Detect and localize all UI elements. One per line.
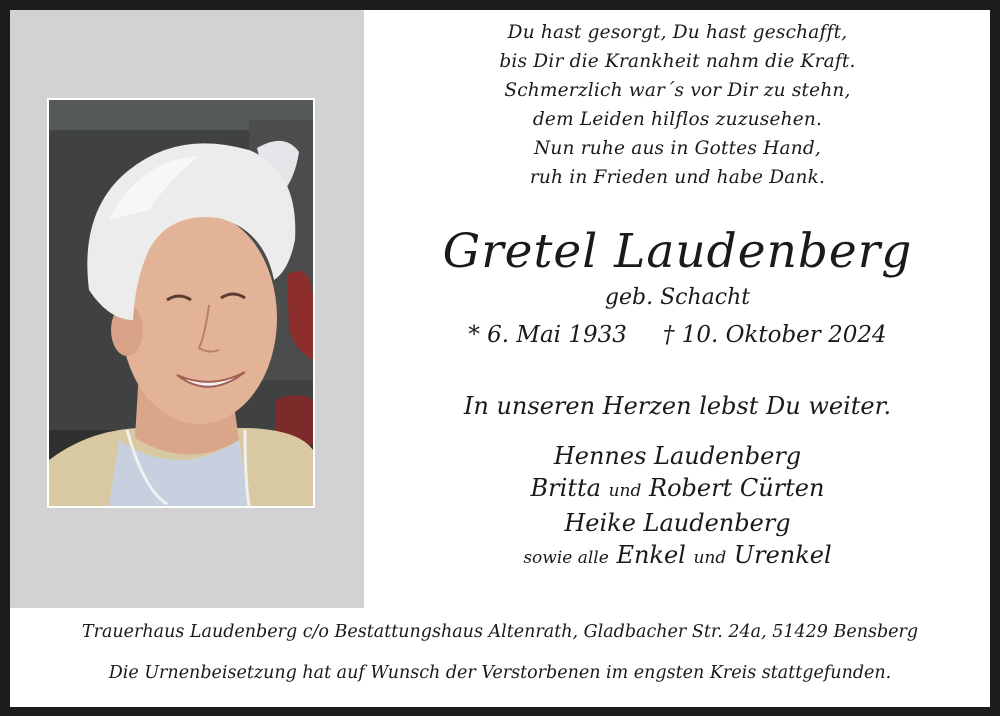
- mourner-name: Britta: [530, 474, 601, 502]
- mourners-list: [365, 440, 990, 574]
- photo-panel: [10, 10, 364, 608]
- poem: [365, 18, 990, 192]
- poem-line: dem Leiden hilflos zuzusehen.: [532, 109, 823, 130]
- mourner-name: Enkel: [616, 541, 686, 569]
- birth-date: * 6. Mai 1933: [468, 322, 627, 348]
- mourner-name: Robert Cürten: [649, 474, 825, 502]
- poem-line: bis Dir die Krankheit nahm die Kraft.: [499, 51, 856, 72]
- poem-line: Nun ruhe aus in Gottes Hand,: [534, 138, 821, 159]
- burial-notice: Die Urnenbeisetzung hat auf Wunsch der Verstorbenen im engsten Kreis stattgefunden.: [108, 663, 892, 683]
- prefix: sowie alle: [523, 548, 609, 568]
- conjunction: und: [608, 481, 642, 501]
- motto: In unseren Herzen lebst Du weiter.: [463, 392, 892, 420]
- poem-line: Schmerzlich war´s vor Dir zu stehn,: [504, 80, 851, 101]
- poem-line: ruh in Frieden und habe Dank.: [529, 167, 826, 188]
- conjunction: und: [693, 548, 727, 568]
- portrait-photo: [47, 98, 315, 508]
- life-dates: [365, 322, 990, 348]
- mourner-line: [365, 539, 990, 574]
- birth-name: geb. Schacht: [604, 285, 751, 310]
- mourner-name: Urenkel: [733, 541, 832, 569]
- poem-line: Du hast gesorgt, Du hast geschafft,: [507, 22, 848, 43]
- mourner-line: [365, 472, 990, 507]
- mourning-address: Trauerhaus Laudenberg c/o Bestattungshaus Altenrath, Gladbacher Str. 24a, 51429 Bensberg: [81, 622, 919, 642]
- deceased-name: Gretel Laudenberg: [442, 224, 913, 279]
- mourner-line: Hennes Laudenberg: [553, 442, 802, 470]
- death-date: † 10. Oktober 2024: [662, 322, 887, 348]
- mourner-line: Heike Laudenberg: [564, 509, 791, 537]
